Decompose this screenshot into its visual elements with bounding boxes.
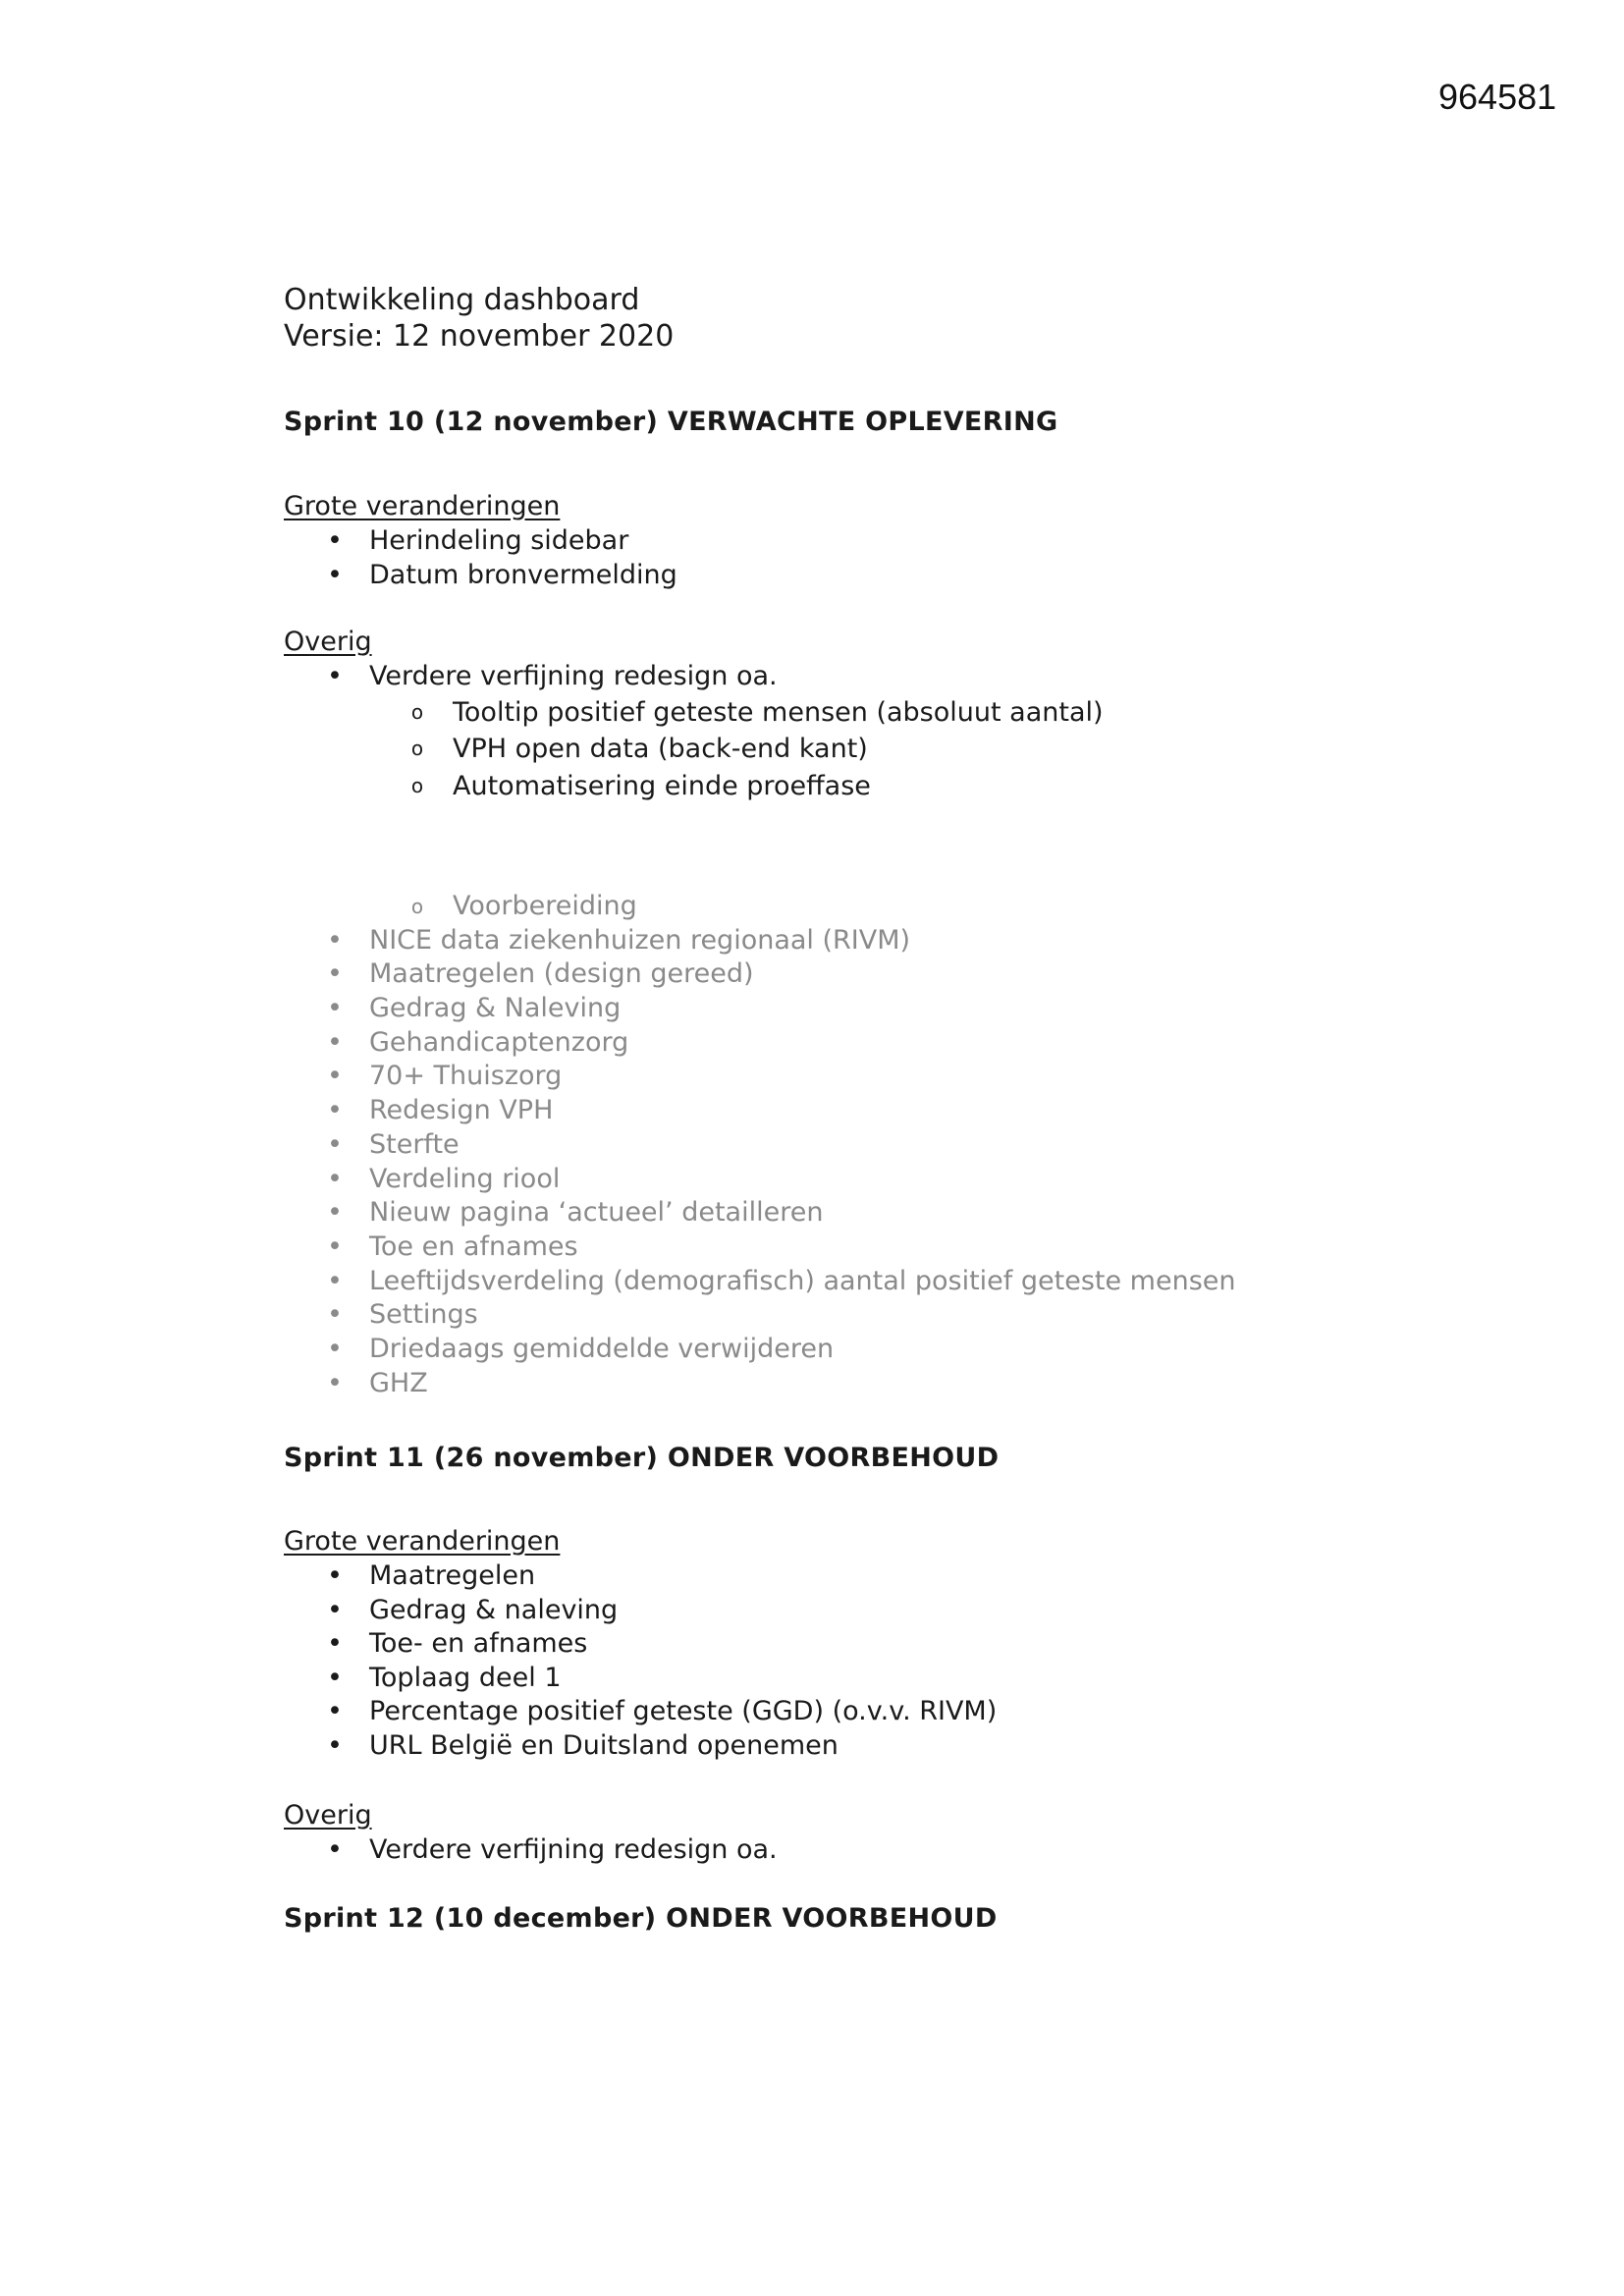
- sprint-11-other-label: Overig: [284, 1800, 372, 1831]
- bullet-icon: •: [327, 1163, 343, 1194]
- sprint-10-other-list: [284, 660, 1104, 804]
- list-item: • Settings: [284, 1298, 1236, 1333]
- sprint-11-heading: Sprint 11 (26 november) ONDER VOORBEHOUD: [284, 1443, 1000, 1473]
- bullet-icon: •: [327, 1299, 343, 1331]
- bullet-icon: •: [327, 1367, 343, 1398]
- list-item: • Verdere verfijning redesign oa.: [284, 660, 1104, 694]
- list-subitem: o Automatisering einde proeffase: [284, 768, 1104, 805]
- circle-bullet-icon: o: [410, 895, 424, 918]
- bullet-icon: •: [327, 1696, 343, 1727]
- bullet-icon: •: [327, 1230, 343, 1262]
- list-item: • NICE data ziekenhuizen regionaal (RIVM): [284, 924, 1236, 958]
- list-item: • GHZ: [284, 1367, 1236, 1401]
- list-item: • Maatregelen: [284, 1559, 997, 1594]
- sprint-12-heading: Sprint 12 (10 december) ONDER VOORBEHOUD: [284, 1903, 998, 1934]
- list-item: • Gedrag & Naleving: [284, 992, 1236, 1026]
- bullet-icon: •: [327, 958, 343, 990]
- bullet-icon: •: [327, 924, 343, 956]
- list-item: • Toe- en afnames: [284, 1627, 997, 1662]
- list-item: • Gedrag & naleving: [284, 1594, 997, 1628]
- bullet-icon: •: [327, 1594, 343, 1625]
- list-item: • Percentage positief geteste (GGD) (o.v.v. RIVM): [284, 1695, 997, 1729]
- bullet-icon: •: [327, 1628, 343, 1660]
- sprint-10-major-list: [284, 524, 677, 592]
- list-item: • Gehandicaptenzorg: [284, 1026, 1236, 1061]
- list-item: • Toe en afnames: [284, 1230, 1236, 1265]
- bullet-icon: •: [327, 1560, 343, 1591]
- document-title: Ontwikkeling dashboard: [284, 283, 640, 317]
- list-item: • URL België en Duitsland openemen: [284, 1729, 997, 1764]
- document-header: [284, 282, 674, 355]
- bullet-icon: •: [327, 1026, 343, 1058]
- bullet-icon: •: [327, 1095, 343, 1126]
- circle-bullet-icon: o: [410, 773, 424, 797]
- bullet-icon: •: [327, 559, 343, 590]
- list-item: • Nieuw pagina ‘actueel’ detailleren: [284, 1196, 1236, 1230]
- list-item: • Herindeling sidebar: [284, 524, 677, 559]
- list-item: • Driedaags gemiddelde verwijderen: [284, 1333, 1236, 1367]
- bullet-icon: •: [327, 1333, 343, 1364]
- circle-bullet-icon: o: [410, 699, 424, 724]
- list-item: • Verdeling riool: [284, 1163, 1236, 1197]
- sprint-10-major-label: Grote veranderingen: [284, 491, 561, 521]
- list-item: • Verdere verfijning redesign oa.: [284, 1833, 778, 1868]
- bullet-icon: •: [327, 525, 343, 556]
- document-version: Versie: 12 november 2020: [284, 319, 675, 354]
- document-id: 964581: [1438, 77, 1557, 117]
- sprint-11-other-list: [284, 1833, 778, 1868]
- bullet-icon: •: [327, 1128, 343, 1160]
- list-item: • Datum bronvermelding: [284, 559, 677, 593]
- list-subitem: o VPH open data (back-end kant): [284, 731, 1104, 768]
- sprint-10-greyed-list: [284, 890, 1236, 1400]
- bullet-icon: •: [327, 1061, 343, 1092]
- circle-bullet-icon: o: [410, 737, 424, 761]
- sprint-11-major-list: [284, 1559, 997, 1764]
- list-subitem: o Tooltip positief geteste mensen (absoluut aantal): [284, 694, 1104, 732]
- bullet-icon: •: [327, 1197, 343, 1229]
- list-subitem: o Voorbereiding: [284, 890, 1236, 924]
- bullet-icon: •: [327, 1265, 343, 1296]
- sprint-10-heading: Sprint 10 (12 november) VERWACHTE OPLEVERING: [284, 407, 1058, 437]
- list-item: • 70+ Thuiszorg: [284, 1060, 1236, 1094]
- list-item: • Redesign VPH: [284, 1094, 1236, 1128]
- list-item: • Toplaag deel 1: [284, 1662, 997, 1696]
- list-item: • Sterfte: [284, 1128, 1236, 1163]
- list-item: • Leeftijdsverdeling (demografisch) aantal positief geteste mensen: [284, 1265, 1236, 1299]
- bullet-icon: •: [327, 1662, 343, 1693]
- bullet-icon: •: [327, 661, 343, 691]
- list-item: • Maatregelen (design gereed): [284, 957, 1236, 992]
- bullet-icon: •: [327, 993, 343, 1024]
- sprint-11-major-label: Grote veranderingen: [284, 1526, 561, 1557]
- sprint-10-other-label: Overig: [284, 627, 372, 657]
- bullet-icon: •: [327, 1834, 343, 1865]
- bullet-icon: •: [327, 1729, 343, 1761]
